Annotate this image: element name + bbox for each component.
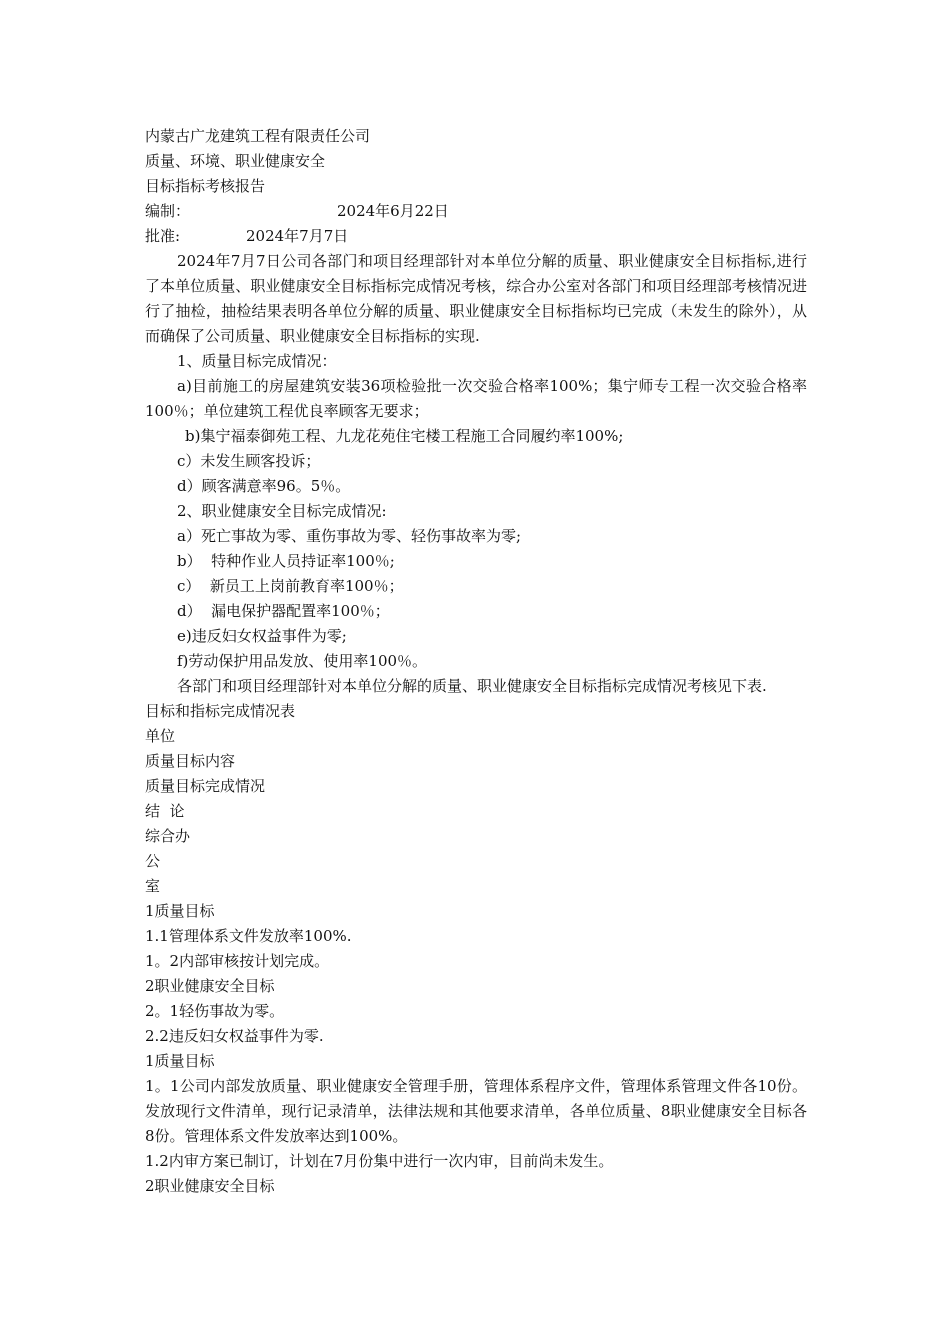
section2-item-a: a）死亡事故为零、重伤事故为零、轻伤事故率为零;: [177, 527, 521, 545]
intro-paragraph: 2024年7月7日公司各部门和项目经理部针对本单位分解的质量、职业健康安全目标指标,进行了本单位质量、职业健康安全目标指标完成情况考核，综合办公室对各部门和项目经理部考核情况进行了抽检，抽检结果表明各单位分解的质量、职业健康安全目标指标均已完成（未发生的除外），从而确保了公司质量、职业健康安全目标指标的实现.: [145, 252, 807, 345]
report-title: 目标指标考核报告: [145, 177, 266, 195]
unit-cell-line2: 公: [145, 852, 161, 870]
content-safety-heading: 2职业健康安全目标: [145, 977, 275, 995]
section2-heading: 2、职业健康安全目标完成情况:: [177, 502, 387, 520]
col-header-content: 质量目标内容: [145, 752, 236, 770]
compile-label: 编制：: [145, 202, 191, 220]
unit-cell-line1: 综合办: [145, 827, 191, 845]
status-quality-heading: 1质量目标: [145, 1052, 215, 1070]
approve-row: [145, 224, 807, 249]
col-header-conclusion: 结 论: [145, 802, 185, 820]
section1-heading: 1、质量目标完成情况：: [177, 352, 337, 370]
approve-date: 2024年7月7日: [246, 227, 349, 245]
col-header-unit: 单位: [145, 727, 176, 745]
status-quality-item2: 1.2内审方案已制订，计划在7月份集中进行一次内审，目前尚未发生。: [145, 1152, 614, 1170]
content-safety-item2: 2.2违反妇女权益事件为零.: [145, 1027, 324, 1045]
content-quality-item2: 1。2内部审核按计划完成。: [145, 952, 330, 970]
compile-row: [145, 199, 807, 224]
compile-date: 2024年6月22日: [337, 202, 449, 220]
document-page: [145, 124, 807, 1199]
section2-item-d: d） 漏电保护器配置率100％；: [177, 602, 390, 620]
approve-label: 批准:: [145, 227, 181, 245]
report-subject: 质量、环境、职业健康安全: [145, 152, 326, 170]
company-name: 内蒙古广龙建筑工程有限责任公司: [145, 127, 371, 145]
col-header-status: 质量目标完成情况: [145, 777, 266, 795]
section1-item-d: d）顾客满意率96。5％。: [177, 477, 351, 495]
status-quality-item1: 1。1公司内部发放质量、职业健康安全管理手册，管理体系程序文件，管理体系管理文件各10份。发放现行文件清单，现行记录清单，法律法规和其他要求清单，各单位质量、8职业健康安全目标各8份。管理体系文件发放率达到100%。: [145, 1077, 807, 1145]
status-safety-heading: 2职业健康安全目标: [145, 1177, 275, 1195]
summary-paragraph: 各部门和项目经理部针对本单位分解的质量、职业健康安全目标指标完成情况考核见下表.: [177, 677, 767, 695]
table-title: 目标和指标完成情况表: [145, 702, 296, 720]
content-safety-item1: 2。1轻伤事故为零。: [145, 1002, 285, 1020]
section2-item-c: c） 新员工上岗前教育率100％；: [177, 577, 404, 595]
section1-item-b: b)集宁福泰御苑工程、九龙花苑住宅楼工程施工合同履约率100%;: [185, 427, 624, 445]
section2-item-f: f)劳动保护用品发放、使用率100％。: [177, 652, 428, 670]
section1-item-a: a)目前施工的房屋建筑安装36项检验批一次交验合格率100%；集宁师专工程一次交验合格率100％；单位建筑工程优良率顾客无要求；: [145, 377, 807, 420]
section2-item-e: e)违反妇女权益事件为零;: [177, 627, 347, 645]
section2-item-b: b） 特种作业人员持证率100％;: [177, 552, 395, 570]
section1-item-c: c）未发生顾客投诉；: [177, 452, 321, 470]
content-quality-heading: 1质量目标: [145, 902, 215, 920]
content-quality-item1: 1.1管理体系文件发放率100%.: [145, 927, 352, 945]
unit-cell-line3: 室: [145, 877, 161, 895]
